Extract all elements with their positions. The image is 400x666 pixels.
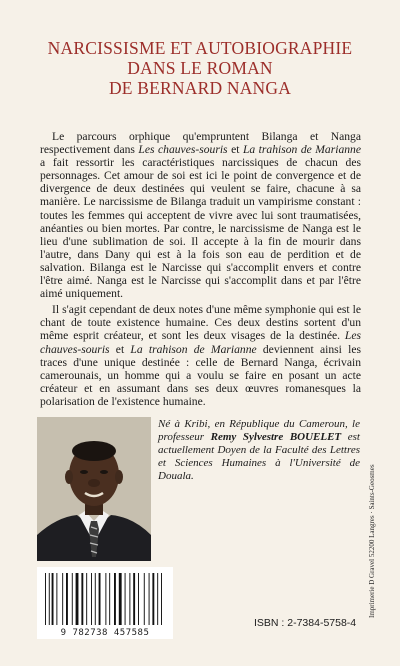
barcode-bar: [105, 573, 106, 625]
barcode-bar: [76, 573, 79, 625]
isbn: ISBN : 2-7384-5758-4: [254, 617, 357, 629]
blurb-paragraph-1: [40, 130, 361, 300]
title-line-1: NARCISSISME ET AUTOBIOGRAPHIE: [47, 38, 353, 58]
barcode-bar: [56, 573, 57, 625]
author-name: Remy Sylvestre BOUELET: [210, 431, 342, 443]
barcode-bar: [157, 573, 158, 625]
barcode-bar: [149, 573, 150, 625]
barcode-bar: [72, 573, 73, 625]
blurb-text: [40, 130, 361, 411]
text-run: a fait ressortir les caractéristiques narcissiques de chacun des personnages. Cet amour de soi est ici le point de convergence et de divergence de deux destinées qui veulent se faire, chacune à sa manière. Le narcissisme de Bilanga traduit un vampirisme constant : toutes les femmes qui acceptent de vivre avec lui sont traumatisées, anéanties ou bien mortes. Par contre, le narcissisme de Nanga est le lieu d'une sublimation de soi. Il accepte à la fin de mourir dans l'autre, dans Dany qui est à la fois son eau de perdition et de salvation. Bilanga est le Narcisse qui s'accomplit envers et contre l'être aimé. Nanga est le Narcisse qui s'accomplit dans et par l'être aimé uniquement.: [40, 156, 361, 301]
barcode-bar: [125, 573, 126, 625]
blurb-paragraph-2: [40, 303, 361, 408]
barcode-bar: [99, 573, 101, 625]
barcode-bar: [109, 573, 110, 625]
printer-credit: [366, 410, 380, 620]
text-run: et: [227, 143, 243, 157]
barcode-bar: [86, 573, 87, 625]
book-title-italic: La trahison de Marianne: [242, 143, 361, 157]
portrait-illustration: [37, 417, 151, 561]
book-title-italic: Les chauves-souris: [40, 329, 361, 356]
author-bio: [158, 418, 360, 483]
barcode-bar: [133, 573, 135, 625]
book-title: [40, 38, 360, 98]
barcode-bar: [144, 573, 145, 625]
barcode-bar: [95, 573, 96, 625]
book-title-italic: Les chauves-souris: [138, 143, 228, 157]
barcode-bar: [114, 573, 116, 625]
barcode-bar: [81, 573, 83, 625]
text-run: et: [109, 342, 131, 356]
barcode-bar: [138, 573, 139, 625]
barcode-bar: [129, 573, 130, 625]
bio-text: est actuellement Doyen de la Faculté des Lettres et Sciences Humaines à l'Université de Douala.: [158, 431, 360, 482]
barcode-bar: [66, 573, 68, 625]
title-line-2: DANS LE ROMAN: [127, 58, 273, 78]
ean-barcode: [37, 567, 173, 639]
book-title-italic: La trahison de Marianne: [130, 342, 257, 356]
printer-credit-text: Imprimerie D Gravel 52200 Langres · Saints-Geosmes: [368, 464, 376, 618]
text-run: Il s'agit cependant de deux notes d'une même symphonie qui est le chant de toute existence humaine. Ces deux destins sortent d'un même esprit créateur, et sont les deux visages de la destinée.: [40, 303, 361, 343]
text-run: deviennent ainsi les traces d'une unique destinée : celle de Bernard Nanga, écrivain camerounais, un homme qui a voulu se faire en posant un acte créateur et en assumant dans ses deux œuvres romanesques la polarisation de l'existence humaine.: [40, 342, 361, 408]
bio-text: Né à Kribi, en République du Cameroun, le professeur: [158, 418, 360, 443]
barcode-bar: [161, 573, 162, 625]
barcode-bar: [91, 573, 92, 625]
barcode-bar: [119, 573, 122, 625]
author-portrait-photo: [37, 417, 151, 561]
barcode-bars: [43, 573, 167, 627]
barcode-bar: [52, 573, 54, 625]
title-line-3: DE BERNARD NANGA: [108, 78, 292, 98]
barcode-bar: [49, 573, 50, 625]
barcode-bar: [45, 573, 46, 625]
barcode-number: 9 782738 457585: [60, 628, 150, 638]
text-run: Le parcours orphique qu'empruntent Bilanga et Nanga respectivement dans: [40, 130, 361, 157]
barcode-bar: [62, 573, 63, 625]
barcode-bar: [152, 573, 154, 625]
